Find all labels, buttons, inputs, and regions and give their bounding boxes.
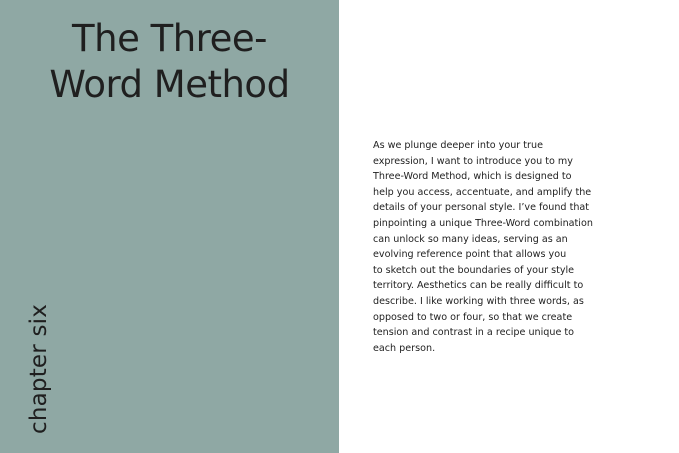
body-line: evolving reference point that allows you xyxy=(373,249,567,261)
body-line: opposed to two or four, so that we create xyxy=(373,311,573,323)
body-paragraph xyxy=(373,138,663,356)
body-line: expression, I want to introduce you to my xyxy=(373,155,573,167)
chapter-title-line-2: Word Method xyxy=(49,63,290,106)
chapter-label: chapter six xyxy=(26,303,52,434)
chapter-title xyxy=(0,16,339,108)
body-line: Three-Word Method, which is designed to xyxy=(373,171,572,183)
body-line: to sketch out the boundaries of your style xyxy=(373,264,575,276)
chapter-title-line-1: The Three- xyxy=(72,17,267,60)
body-line: can unlock so many ideas, serving as an xyxy=(373,233,568,245)
body-line: pinpointing a unique Three-Word combination xyxy=(373,217,593,229)
body-line: territory. Aesthetics can be really difficult to xyxy=(373,280,584,292)
left-page xyxy=(0,0,339,453)
body-line: each person. xyxy=(373,342,436,354)
body-line: help you access, accentuate, and amplify the xyxy=(373,186,592,198)
body-line: tension and contrast in a recipe unique to xyxy=(373,327,575,339)
body-line: As we plunge deeper into your true xyxy=(373,140,543,151)
body-line: details of your personal style. I’ve found that xyxy=(373,202,590,214)
right-page xyxy=(339,0,679,453)
body-line: describe. I like working with three words, as xyxy=(373,295,584,307)
